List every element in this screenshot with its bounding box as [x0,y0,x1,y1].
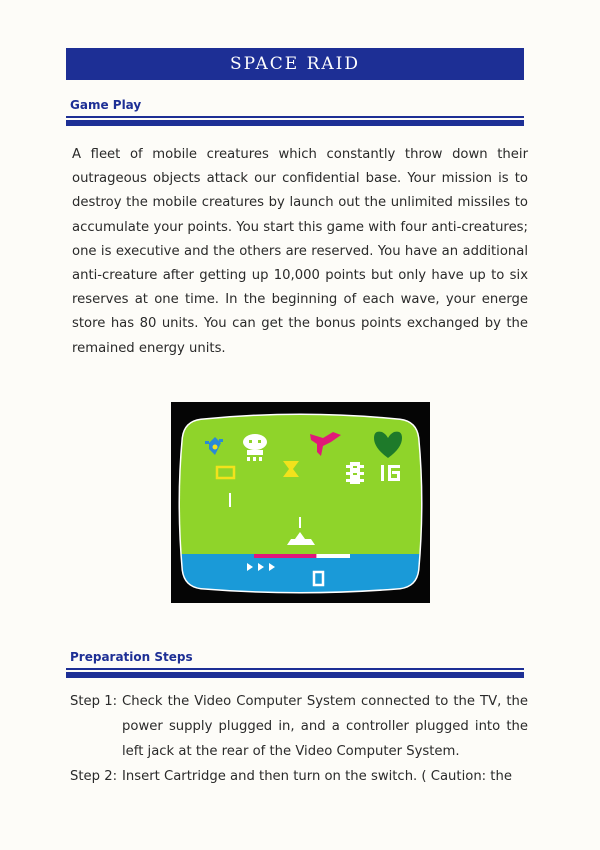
section-heading-preparation: Preparation Steps [70,650,193,664]
player-missile [299,517,301,528]
enemy-missile [229,493,231,507]
section-rule-preparation [66,668,524,678]
step-text: Insert Cartridge and then turn on the switch. ( Caution: the [122,769,512,784]
preparation-steps [70,689,528,789]
section-heading-game-play: Game Play [70,98,142,112]
title-text: SPACE RAID [229,54,361,74]
section-rule-game-play [66,116,524,126]
tv-screen [171,402,430,603]
ground [171,554,430,603]
step-text: Check the Video Computer System connected to the TV, the power supply plugged in, and a controller plugged into the left jack at the rear of the Video Computer System. [122,694,528,759]
game-play-paragraph: A fleet of mobile creatures which constantly throw down their outrageous objects attack our confidential base. Your mission is to destroy the mobile creatures by launch out the unlimited missiles to accumulate your points. You start this game with four anti-creatures; one is executive and the others are reserved. You have an additional anti-creature after getting up 10,000 points but only have up to six reserves at one time. In the beginning of each wave, your energe store has 80 units. You can get the bonus points exchanged by the remained energy units. [72,147,528,356]
page-title [66,48,524,80]
step-label: Step 2: [70,769,118,784]
energy-fill [254,554,316,558]
game-screenshot [171,402,430,603]
step-label: Step 1: [70,694,118,709]
creature-skeleton-icon [346,462,364,484]
object-bracket-icon [381,465,400,481]
step-item [70,764,528,789]
step-item [70,689,528,764]
